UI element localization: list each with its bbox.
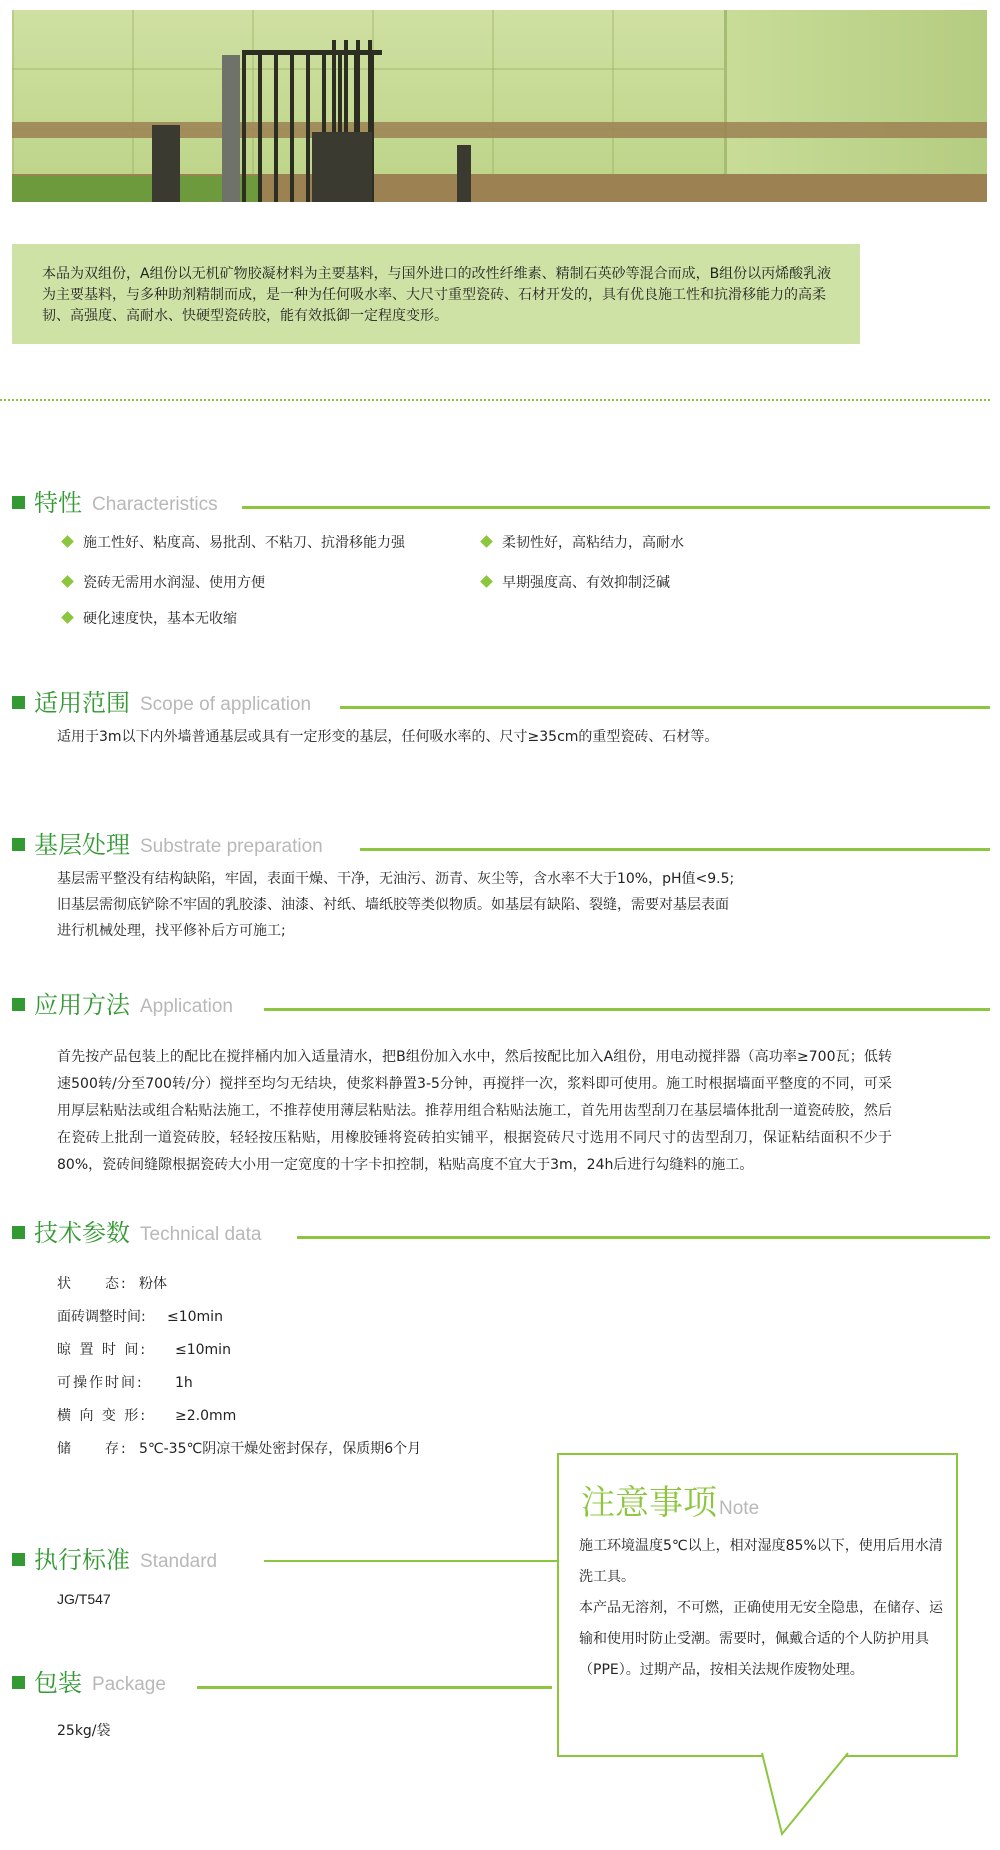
intro-box — [12, 244, 860, 344]
section-title-en: Application — [140, 996, 233, 1017]
substrate-line: 基层需平整没有结构缺陷，牢固，表面干燥、干净，无油污、沥青、灰尘等，含水率不大于10%，pH值<9.5; — [57, 871, 735, 887]
note-callout — [557, 1453, 958, 1757]
section-marker-icon — [12, 1676, 25, 1689]
section-header-substrate — [12, 830, 990, 862]
note-connector-line — [264, 1560, 559, 1562]
characteristic-item: 柔韧性好，高粘结力，高耐水 — [482, 532, 684, 552]
characteristic-item: 瓷砖无需用水润湿、使用方便 — [63, 572, 265, 592]
diamond-bullet-icon — [61, 575, 74, 588]
diamond-bullet-icon — [61, 535, 74, 548]
tech-row: 可操作时间: 1h — [57, 1375, 193, 1391]
substrate-line: 旧基层需彻底铲除不牢固的乳胶漆、油漆、衬纸、墙纸胶等类似物质。如基层有缺陷、裂缝，需要对基层表面 — [57, 897, 729, 913]
diamond-bullet-icon — [480, 535, 493, 548]
intro-text: 本品为双组份，A组份以无机矿物胶凝材料为主要基料，与国外进口的改性纤维素、精制石英砂等混合而成，B组份以丙烯酸乳液为主要基料，与多种助剂精制而成，是一种为任何吸水率、大尺寸重型瓷砖、石材开发的，具有优良施工性和抗滑移能力的高柔韧、高强度、高耐水、快硬型瓷砖胶，能有效抵御一定程度变形。 — [42, 266, 832, 324]
section-title-zh: 基层处理 — [34, 831, 130, 859]
tech-row: 面砖调整时间: ≤10min — [57, 1309, 223, 1325]
section-marker-icon — [12, 696, 25, 709]
diamond-bullet-icon — [61, 611, 74, 624]
section-title-en: Substrate preparation — [140, 836, 323, 857]
section-title-zh: 技术参数 — [34, 1219, 130, 1247]
note-paragraph: 本产品无溶剂，不可燃，正确使用无安全隐患，在储存、运输和使用时防止受潮。需要时，佩戴合适的个人防护用具（PPE）。过期产品，按相关法规作废物处理。 — [579, 1600, 943, 1678]
section-marker-icon — [12, 998, 25, 1011]
substrate-line: 进行机械处理，找平修补后方可施工; — [57, 923, 286, 939]
section-marker-icon — [12, 1226, 25, 1239]
section-header-characteristics — [12, 488, 990, 520]
section-header-application — [12, 990, 990, 1022]
standard-text: JG/T547 — [57, 1591, 111, 1607]
scope-text: 适用于3m以下内外墙普通基层或具有一定形变的基层，任何吸水率的、尺寸≥35cm的重型瓷砖、石材等。 — [57, 729, 719, 745]
section-title-zh: 包装 — [34, 1669, 82, 1697]
section-title-en: Package — [92, 1674, 166, 1695]
hero-banner-image — [12, 10, 987, 202]
application-text: 首先按产品包装上的配比在搅拌桶内加入适量清水，把B组份加入水中，然后按配比加入A组份，用电动搅拌器（高功率≥700瓦；低转速500转/分至700转/分）搅拌至均匀无结块，使浆料静置3-5分钟，再搅拌一次，浆料即可使用。施工时根据墙面平整度的不同，可采用厚层粘贴法或组合粘贴法施工，不推荐使用薄层粘贴法。推荐用组合粘贴法施工，首先用齿型刮刀在基层墙体批刮一道瓷砖胶，然后在瓷砖上批刮一道瓷砖胶，轻轻按压粘贴，用橡胶锤将瓷砖拍实铺平，根据瓷砖尺寸选用不同尺寸的齿型刮刀，保证粘结面积不少于80%，瓷砖间缝隙根据瓷砖大小用一定宽度的十字卡扣控制，粘贴高度不宜大于3m，24h后进行勾缝料的施工。 — [57, 1049, 892, 1173]
tech-row: 储 存: 5℃-35℃阴凉干燥处密封保存，保质期6个月 — [57, 1441, 422, 1457]
section-marker-icon — [12, 838, 25, 851]
characteristic-item: 施工性好、粘度高、易批刮、不粘刀、抗滑移能力强 — [63, 532, 405, 552]
note-text — [579, 1531, 949, 1686]
note-callout-tail — [760, 1752, 850, 1840]
tech-row: 晾 置 时 间: ≤10min — [57, 1342, 231, 1358]
section-marker-icon — [12, 496, 25, 509]
note-paragraph: 施工环境温度5℃以上，相对湿度85%以下，使用后用水清洗工具。 — [579, 1538, 943, 1585]
dotted-divider — [0, 399, 990, 401]
section-title-zh: 特性 — [34, 489, 82, 517]
section-title-zh: 适用范围 — [34, 689, 130, 717]
package-text: 25kg/袋 — [57, 1723, 111, 1739]
diamond-bullet-icon — [480, 575, 493, 588]
section-header-technical — [12, 1218, 990, 1250]
note-title: 注意事项 Note — [581, 1483, 760, 1523]
section-title-zh: 执行标准 — [34, 1546, 130, 1574]
section-header-scope — [12, 688, 990, 720]
section-title-zh: 应用方法 — [34, 991, 130, 1019]
section-title-en: Standard — [140, 1551, 218, 1572]
tech-row: 横 向 变 形: ≥2.0mm — [57, 1408, 237, 1424]
characteristic-item: 硬化速度快，基本无收缩 — [63, 608, 237, 628]
section-header-standard — [12, 1545, 274, 1577]
section-title-en: Characteristics — [92, 494, 218, 515]
tech-row: 状 态: 粉体 — [57, 1276, 167, 1292]
section-title-en: Technical data — [140, 1224, 262, 1245]
section-marker-icon — [12, 1553, 25, 1566]
section-header-package — [12, 1668, 552, 1700]
characteristic-item: 早期强度高、有效抑制泛碱 — [482, 572, 670, 592]
section-title-en: Scope of application — [140, 694, 312, 715]
